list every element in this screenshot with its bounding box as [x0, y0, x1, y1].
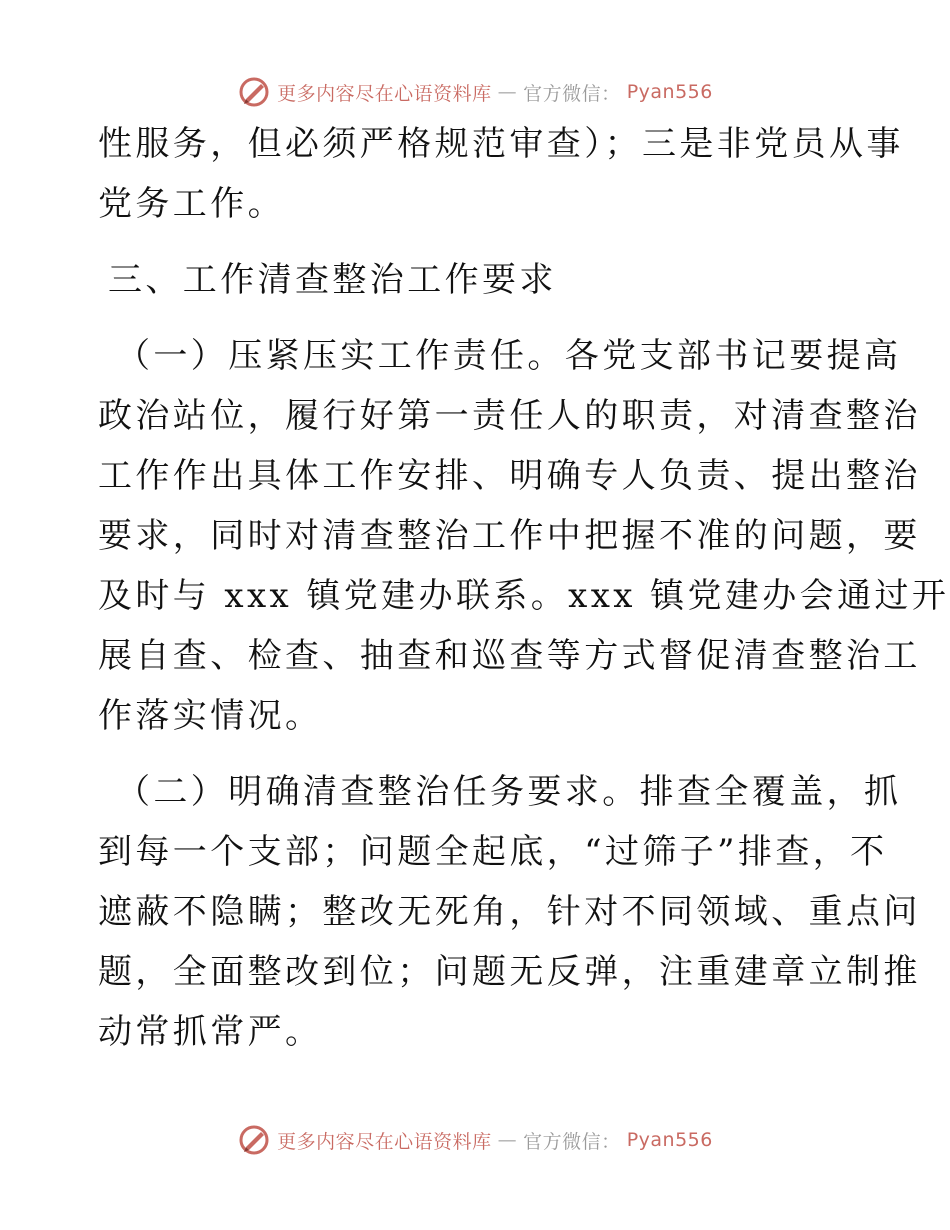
watermark-brand-text: 更多内容尽在心语资料库 [277, 1130, 492, 1153]
document-body [98, 114, 950, 1062]
paragraph-1-line: 工作作出具体工作安排、明确专人负责、提出整治 [98, 456, 921, 496]
paragraph-2-line: （二）明确清查整治任务要求。排查全覆盖，抓 [116, 772, 902, 812]
paragraph-1-line: 展自查、检查、抽查和巡查等方式督促清查整治工 [98, 636, 921, 676]
pen-logo-icon [237, 1123, 271, 1157]
paragraph-2-line: 题，全面整改到位；问题无反弹，注重建章立制推 [98, 952, 921, 992]
watermark-separator: — [497, 81, 518, 103]
text-line: 党务工作。 [98, 184, 285, 224]
header-watermark [0, 72, 950, 112]
watermark [237, 1123, 713, 1157]
paragraph-2-line: 动常抓常严。 [98, 1012, 323, 1052]
paragraph-1-line: 作落实情况。 [98, 696, 323, 736]
paragraph-1-line: 政治站位，履行好第一责任人的职责，对清查整治 [98, 396, 921, 436]
watermark-brand-text: 更多内容尽在心语资料库 [277, 82, 492, 105]
paragraph-1-line: （一）压紧压实工作责任。各党支部书记要提高 [116, 336, 902, 376]
watermark [237, 75, 713, 109]
pen-logo-icon [237, 75, 271, 109]
paragraph-2-line: 遮蔽不隐瞒；整改无死角，针对不同领域、重点问 [98, 892, 921, 932]
watermark-wechat-label: 官方微信： [523, 82, 621, 105]
paragraph-1-line: 及时与 xxx 镇党建办联系。xxx 镇党建办会通过开 [98, 576, 950, 616]
paragraph-2-line: 到每一个支部；问题全起底，“过筛子”排查，不 [98, 832, 888, 872]
paragraph-1-line: 要求，同时对清查整治工作中把握不准的问题，要 [98, 516, 921, 556]
watermark-separator: — [497, 1129, 518, 1151]
watermark-wechat-id: Pyan556 [626, 1129, 713, 1151]
watermark-wechat-id: Pyan556 [626, 81, 713, 103]
section-heading: 三、工作清查整治工作要求 [108, 260, 557, 300]
text-line: 性服务，但必须严格规范审查）；三是非党员从事 [98, 124, 904, 164]
footer-watermark [0, 1120, 950, 1160]
watermark-wechat-label: 官方微信： [523, 1130, 621, 1153]
